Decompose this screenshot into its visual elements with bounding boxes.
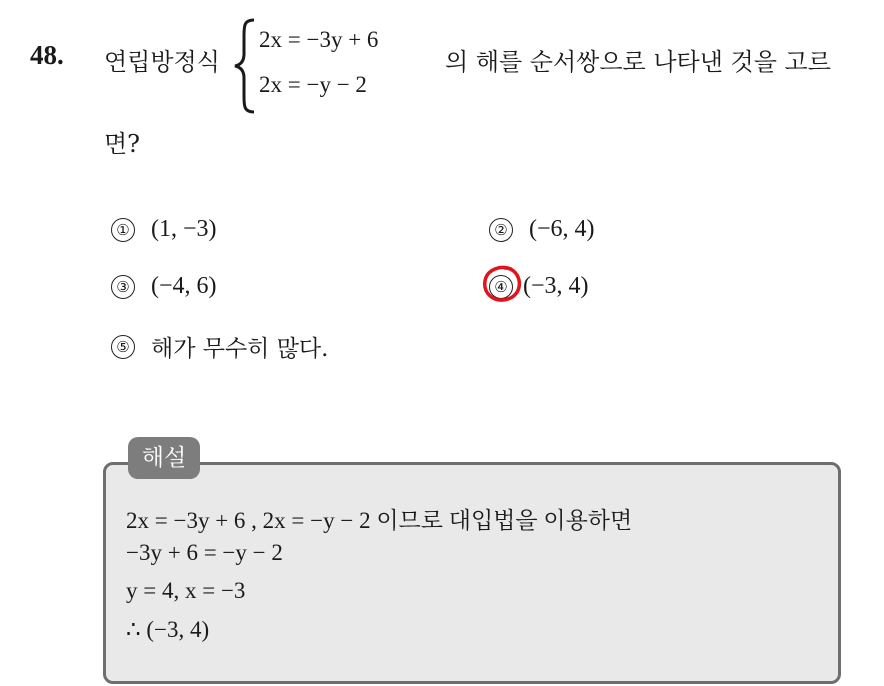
choice-text: (−3, 4) xyxy=(523,273,589,299)
choice-marker: ⑤ xyxy=(111,335,135,359)
choice-text: (−6, 4) xyxy=(529,216,595,242)
question-text-continued: 면? xyxy=(104,130,141,158)
question-text-before: 연립방정식 xyxy=(104,48,220,76)
brace-icon xyxy=(232,18,258,114)
solution-tab: 해설 xyxy=(128,437,200,479)
choice-text: (−4, 6) xyxy=(151,273,217,299)
choice-2[interactable] xyxy=(489,216,595,243)
question-number: 48. xyxy=(30,40,64,70)
solution-line-2: −3y + 6 = −y − 2 xyxy=(126,540,283,565)
solution-box xyxy=(103,462,841,684)
equation-1: 2x = −3y + 6 xyxy=(259,27,379,52)
choice-marker: ② xyxy=(489,218,513,242)
equation-2: 2x = −y − 2 xyxy=(259,72,367,97)
choice-text: (1, −3) xyxy=(151,216,217,242)
choice-5[interactable] xyxy=(111,330,328,363)
choice-3[interactable] xyxy=(111,273,217,300)
solution-line-1: 2x = −3y + 6 , 2x = −y − 2 이므로 대입법을 이용하면 xyxy=(126,508,633,533)
solution-line-4: ∴ (−3, 4) xyxy=(126,617,210,642)
solution-line-3: y = 4, x = −3 xyxy=(126,578,246,603)
choice-marker: ④ xyxy=(489,275,513,299)
answer-circle-icon xyxy=(481,263,525,305)
choice-marker: ① xyxy=(111,218,135,242)
choice-1[interactable] xyxy=(111,216,217,243)
choice-marker: ③ xyxy=(111,275,135,299)
question-text-after: 의 해를 순서쌍으로 나타낸 것을 고르 xyxy=(445,48,831,76)
choice-text: 해가 무수히 많다. xyxy=(151,336,329,362)
